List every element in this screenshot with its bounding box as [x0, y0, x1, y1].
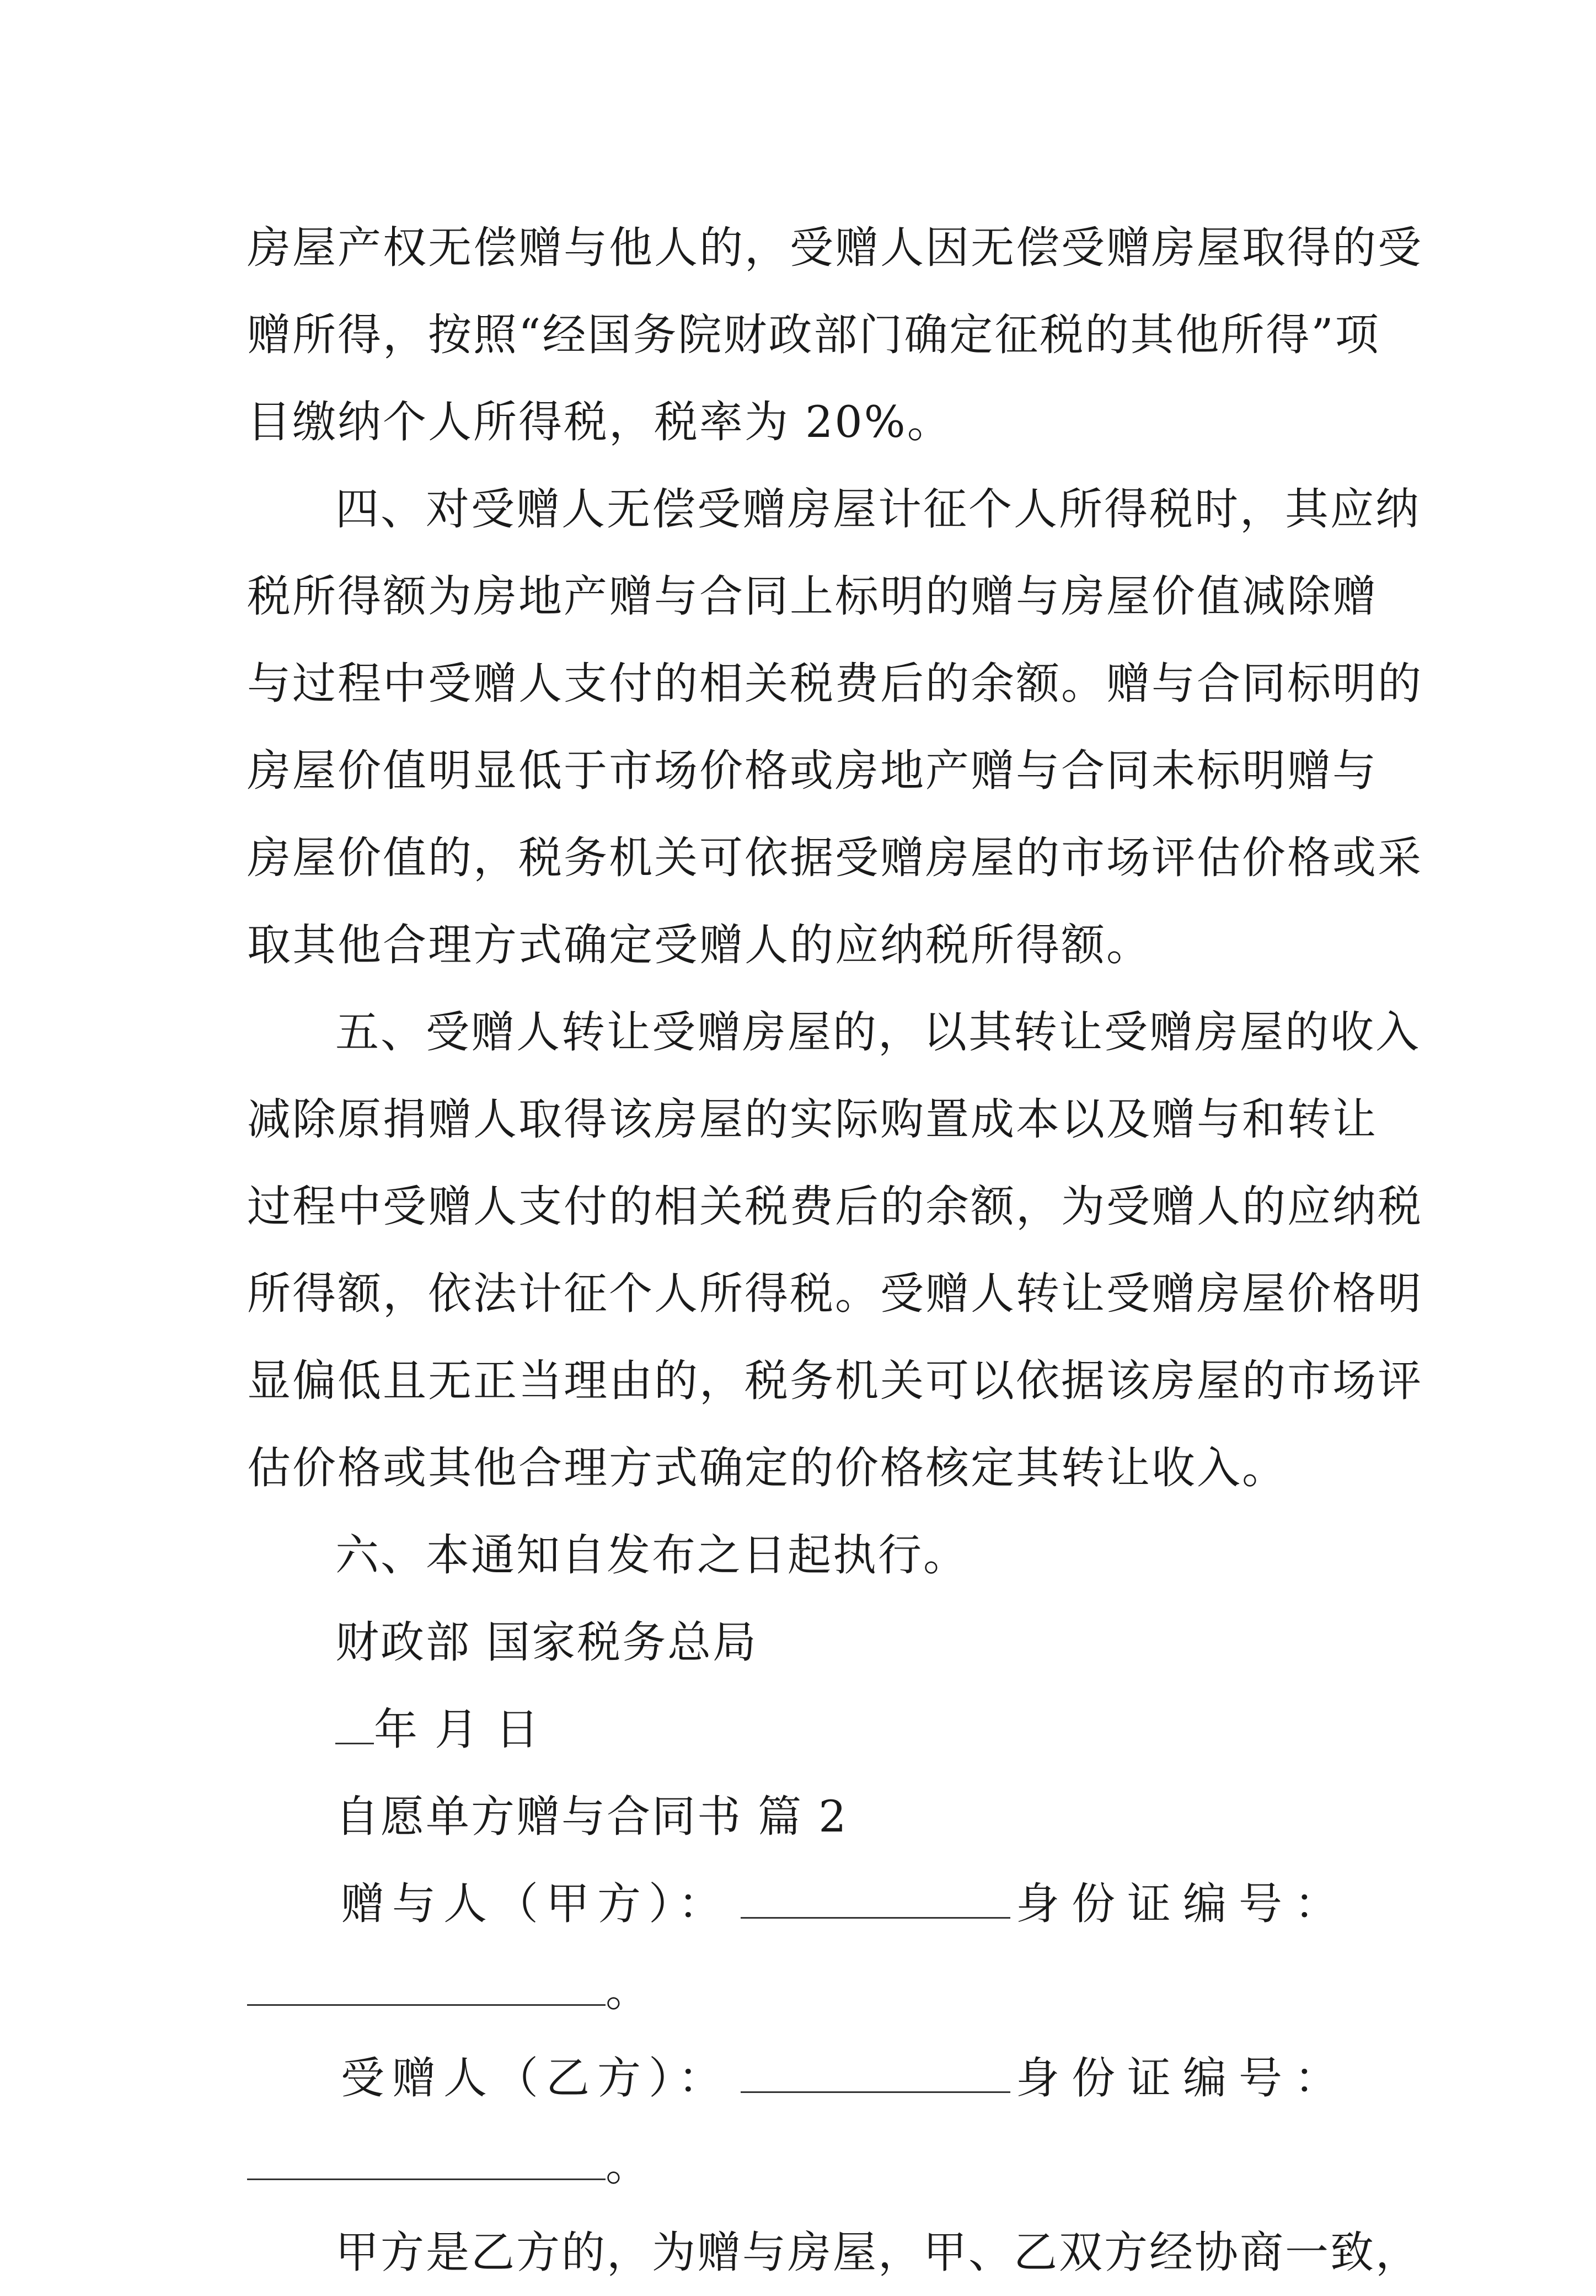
donee-name-blank	[741, 2055, 1011, 2093]
paragraph-line: 四、对受赠人无偿受赠房屋计征个人所得税时，其应纳	[335, 484, 1421, 535]
paragraph-line: 所得额，依法计征个人所得税。受赠人转让受赠房屋价格明	[247, 1268, 1423, 1319]
paragraph-line: 房屋产权无偿赠与他人的，受赠人因无偿受赠房屋取得的受	[247, 222, 1423, 273]
paragraph-line: 与过程中受赠人支付的相关税费后的余额。赠与合同标明的	[247, 658, 1423, 709]
donor-id-row	[247, 1947, 1350, 2035]
date-line	[247, 1686, 1350, 1773]
date-text: 年 月 日	[374, 1704, 541, 1755]
donee-id-label: 身份证编号：	[1016, 2053, 1350, 2103]
paragraph-line: 税所得额为房地产赠与合同上标明的赠与房屋价值减除赠	[247, 571, 1378, 622]
donee-label: 受赠人（乙方）：	[341, 2053, 730, 2103]
paragraph-line: 估价格或其他合理方式确定的价格核定其转让收入。	[247, 1443, 1287, 1493]
period: 。	[606, 1966, 649, 2016]
donor-id-label: 身份证编号：	[1016, 1878, 1350, 1929]
donor-row	[247, 1860, 1350, 1947]
paragraph-line: 房屋价值的，税务机关可依据受赠房屋的市场评估价格或采	[247, 832, 1423, 883]
paragraph-line: 显偏低且无正当理由的，税务机关可以依据该房屋的市场评	[247, 1355, 1423, 1406]
donor-name-blank	[741, 1881, 1011, 1919]
paragraph-line: 赠所得，按照“经国务院财政部门确定征税的其他所得”项	[247, 309, 1380, 360]
section-title: 自愿单方赠与合同书 篇 2	[335, 1791, 848, 1842]
donee-id-row	[247, 2122, 1350, 2209]
paragraph-line: 减除原捐赠人取得该房屋的实际购置成本以及赠与和转让	[247, 1094, 1378, 1145]
paragraph-line: 目缴纳个人所得税，税率为 20%。	[247, 397, 952, 447]
paragraph-line: 房屋价值明显低于市场价格或房地产赠与合同未标明赠与	[247, 745, 1378, 796]
paragraph-line: 取其他合理方式确定受赠人的应纳税所得额。	[247, 920, 1152, 970]
period: 。	[606, 2140, 649, 2191]
paragraph-line: 过程中受赠人支付的相关税费后的余额，为受赠人的应纳税	[247, 1181, 1423, 1232]
paragraph-line: 甲方是乙方的，为赠与房屋，甲、乙双方经协商一致，	[335, 2227, 1421, 2278]
date-blank	[335, 1706, 374, 1744]
paragraph-line: 六、本通知自发布之日起执行。	[335, 1530, 968, 1580]
paragraph-line: 五、受赠人转让受赠房屋的，以其转让受赠房屋的收入	[335, 1007, 1421, 1058]
document-page	[247, 204, 1423, 2296]
donee-id-blank	[247, 2142, 606, 2180]
donor-label: 赠与人（甲方）：	[341, 1878, 730, 1929]
donee-row	[247, 2035, 1350, 2122]
signature-org: 财政部 国家税务总局	[335, 1617, 758, 1668]
donor-id-blank	[247, 1968, 606, 2006]
